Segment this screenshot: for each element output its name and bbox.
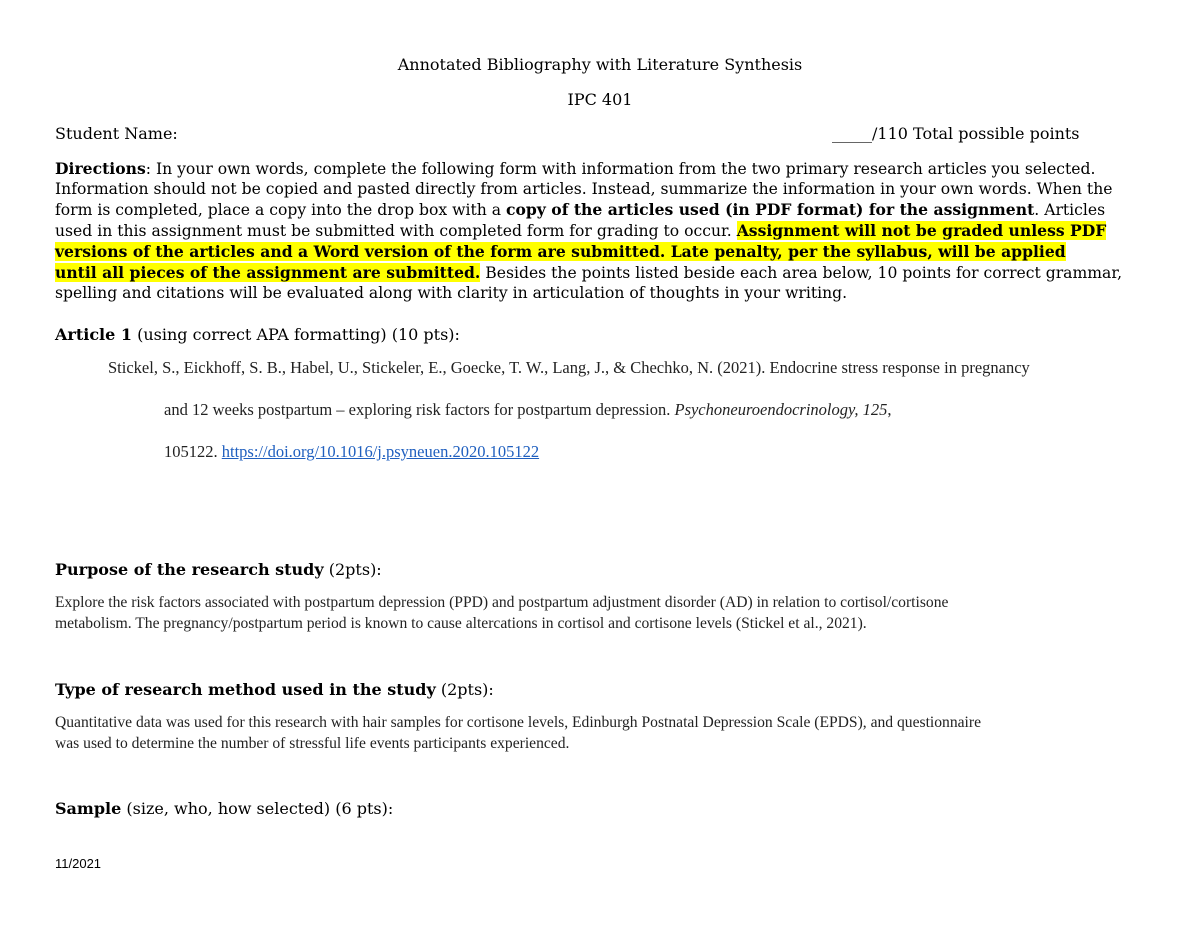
purpose-text-line-2: metabolism. The pregnancy/postpartum period is known to cause altercations in cortisol and cortisone levels (Stickel et al., 2021).: [55, 615, 867, 632]
course-code: IPC 401: [567, 90, 633, 109]
footer-date: 11/2021: [55, 856, 102, 871]
highlighted-warning: Assignment will not be graded unless PDF: [736, 221, 1107, 240]
method-text-line-2: was used to determine the number of stressful life events participants experienced.: [55, 735, 570, 752]
directions-line-2: Information should not be copied and pasted directly from articles. Instead, summarize the information in your own words. When the: [55, 180, 1113, 198]
directions-line-7: spelling and citations will be evaluated along with clarity in articulation of thoughts in your writing.: [55, 284, 848, 302]
purpose-text-line-1: Explore the risk factors associated with postpartum depression (PPD) and postpartum adjustment disorder (AD) in relation to cortisol/cortisone: [55, 594, 949, 611]
directions-line-1: Directions: In your own words, complete the following form with information from the two primary research articles you selected.: [55, 159, 1096, 178]
article-1-heading: Article 1 (using correct APA formatting) (10 pts):: [55, 325, 460, 344]
total-points-label: _____/110 Total possible points: [832, 124, 1080, 143]
directions-line-3: form is completed, place a copy into the drop box with a copy of the articles used (in PDF format) for the assignment. Articles: [55, 200, 1106, 219]
purpose-heading: Purpose of the research study (2pts):: [55, 560, 382, 579]
student-name-label: Student Name:: [55, 124, 178, 143]
directions-line-6: until all pieces of the assignment are submitted. Besides the points listed beside each area below, 10 points for correct grammar,: [55, 263, 1123, 282]
directions-line-4: used in this assignment must be submitted with completed form for grading to occur. Assignment will not be graded unless PDF: [55, 221, 1107, 240]
citation-line-3: 105122. https://doi.org/10.1016/j.psyneuen.2020.105122: [164, 442, 540, 461]
document-title: Annotated Bibliography with Literature Synthesis: [397, 55, 803, 74]
citation-line-1: Stickel, S., Eickhoff, S. B., Habel, U., Stickeler, E., Goecke, T. W., Lang, J., & Chechko, N. (2021). Endocrine stress response in pregnancy: [108, 358, 1030, 377]
directions-line-5: versions of the articles and a Word version of the form are submitted. Late penalty, per the syllabus, will be applied: [55, 242, 1066, 261]
method-heading: Type of research method used in the study (2pts):: [55, 680, 494, 699]
journal-name: Psychoneuroendocrinology, 125: [674, 400, 888, 419]
sample-heading: Sample (size, who, how selected) (6 pts):: [55, 799, 394, 818]
doi-link[interactable]: https://doi.org/10.1016/j.psyneuen.2020.105122: [221, 442, 540, 461]
method-text-line-1: Quantitative data was used for this research with hair samples for cortisone levels, Edinburgh Postnatal Depression Scale (EPDS), and questionnaire: [55, 714, 982, 731]
pdf-requirement: copy of the articles used (in PDF format) for the assignment: [506, 200, 1035, 219]
directions-label: Directions: [55, 159, 146, 178]
citation-line-2: and 12 weeks postpartum – exploring risk factors for postpartum depression. Psychoneuroendocrinology, 125,: [164, 400, 892, 419]
